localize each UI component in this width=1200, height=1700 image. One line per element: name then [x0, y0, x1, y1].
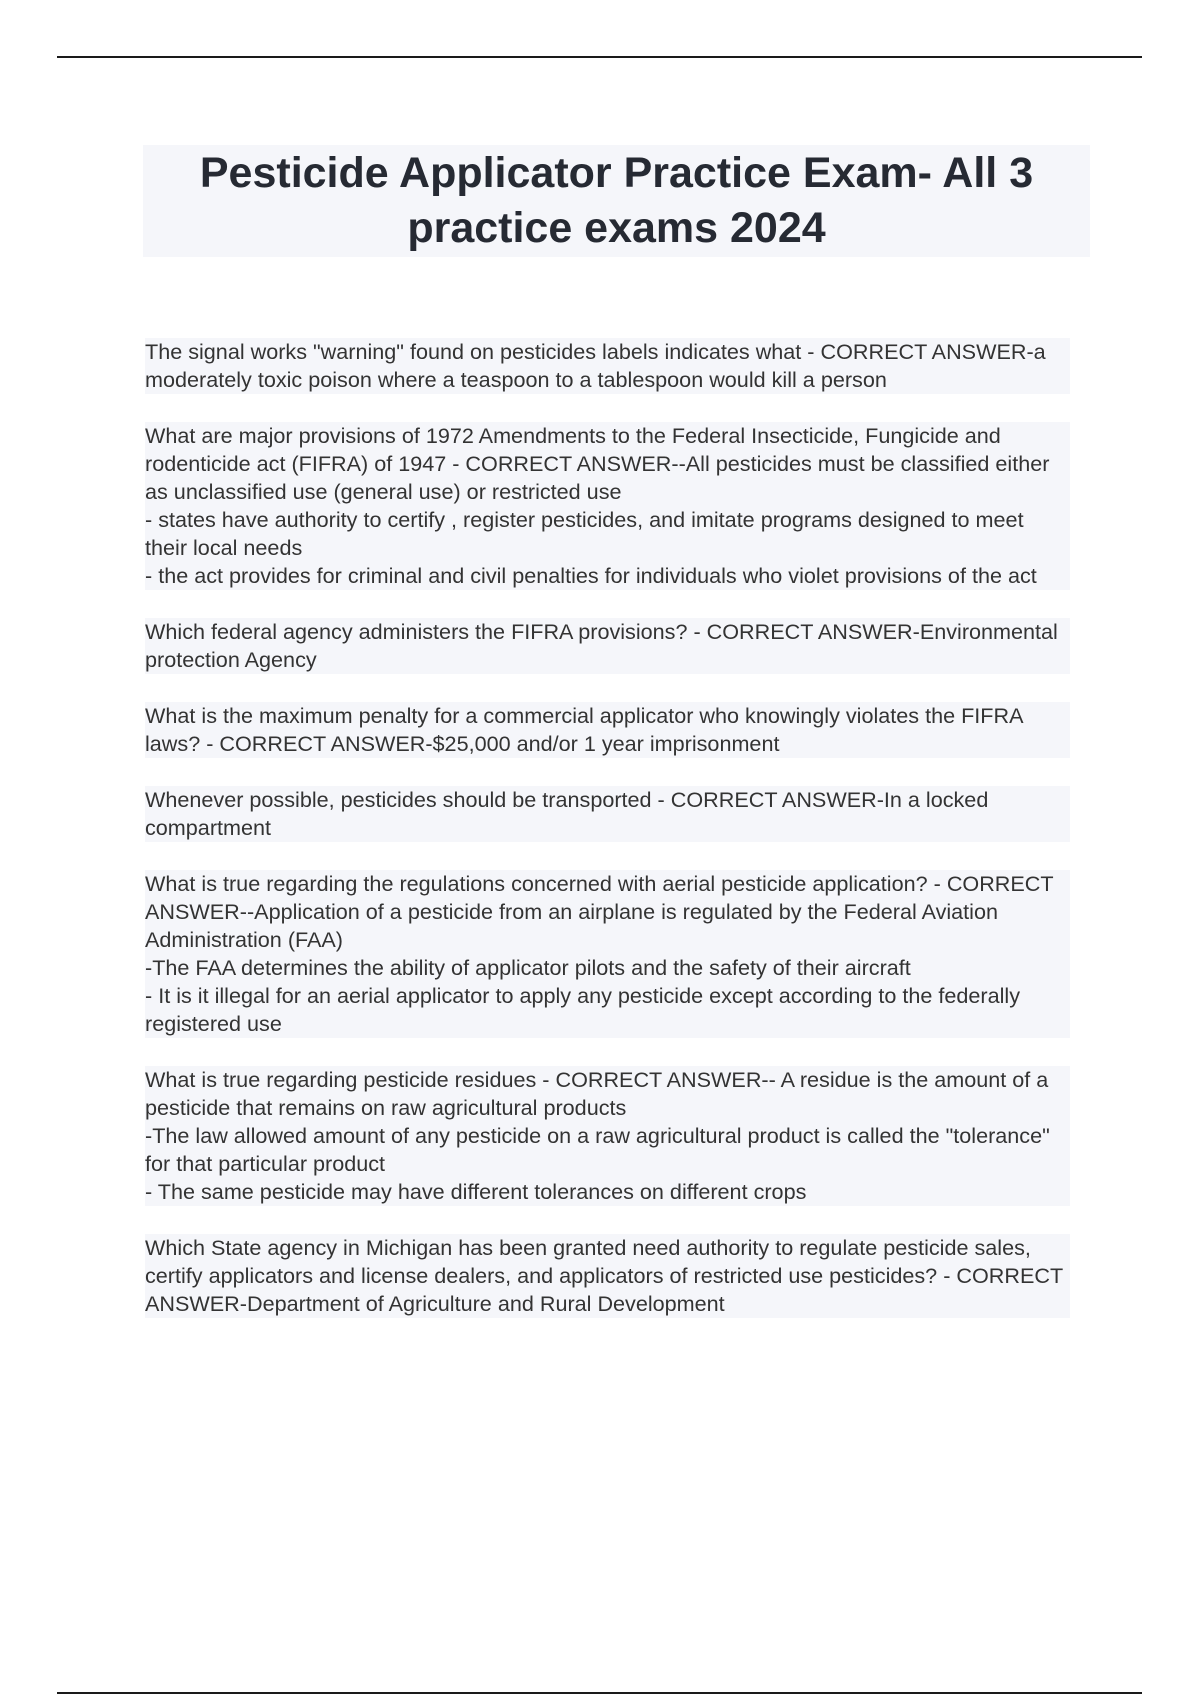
qa-text: Whenever possible, pesticides should be transported - CORRECT ANSWER-In a locked compartment — [145, 786, 1070, 842]
qa-bullet: -The law allowed amount of any pesticide on a raw agricultural product is called the "tolerance" for that particular product — [145, 1122, 1070, 1178]
qa-item-7 — [145, 1066, 1070, 1206]
qa-list — [145, 338, 1070, 1346]
footer-rule — [57, 1692, 1142, 1694]
qa-text: What is true regarding the regulations concerned with aerial pesticide application? - CORRECT ANSWER--Application of a pesticide from an airplane is regulated by the Federal Aviation Administration (FAA) — [145, 870, 1070, 954]
qa-text: What is true regarding pesticide residues - CORRECT ANSWER-- A residue is the amount of a pesticide that remains on raw agricultural products — [145, 1066, 1070, 1122]
qa-item-4 — [145, 702, 1070, 758]
qa-text: Which State agency in Michigan has been granted need authority to regulate pesticide sales, certify applicators and license dealers, and applicators of restricted use pesticides? - CORRECT ANSWER-Department of Agriculture and Rural Development — [145, 1234, 1070, 1318]
qa-text: What are major provisions of 1972 Amendments to the Federal Insecticide, Fungicide and rodenticide act (FIFRA) of 1947 - CORRECT ANSWER--All pesticides must be classified either as unclassified use (general use) or restricted use — [145, 422, 1070, 506]
qa-bullet: - The same pesticide may have different tolerances on different crops — [145, 1178, 1070, 1206]
qa-bullet: -The FAA determines the ability of applicator pilots and the safety of their aircraft — [145, 954, 1070, 982]
qa-bullet: - It is it illegal for an aerial applicator to apply any pesticide except according to the federally registered use — [145, 982, 1070, 1038]
document-title: Pesticide Applicator Practice Exam- All 3 practice exams 2024 — [199, 149, 1034, 252]
qa-bullet: - states have authority to certify , register pesticides, and imitate programs designed to meet their local needs — [145, 506, 1070, 562]
qa-item-5 — [145, 786, 1070, 842]
qa-text: The signal works "warning" found on pesticides labels indicates what - CORRECT ANSWER-a moderately toxic poison where a teaspoon to a tablespoon would kill a person — [145, 338, 1070, 394]
qa-text: Which federal agency administers the FIFRA provisions? - CORRECT ANSWER-Environmental protection Agency — [145, 618, 1070, 674]
qa-bullet: - the act provides for criminal and civil penalties for individuals who violet provisions of the act — [145, 562, 1070, 590]
qa-item-8 — [145, 1234, 1070, 1318]
qa-text: What is the maximum penalty for a commercial applicator who knowingly violates the FIFRA laws? - CORRECT ANSWER-$25,000 and/or 1 year imprisonment — [145, 702, 1070, 758]
qa-item-3 — [145, 618, 1070, 674]
qa-item-2 — [145, 422, 1070, 590]
qa-item-1 — [145, 338, 1070, 394]
header-rule — [57, 56, 1142, 58]
qa-item-6 — [145, 870, 1070, 1038]
title-banner — [143, 145, 1090, 257]
